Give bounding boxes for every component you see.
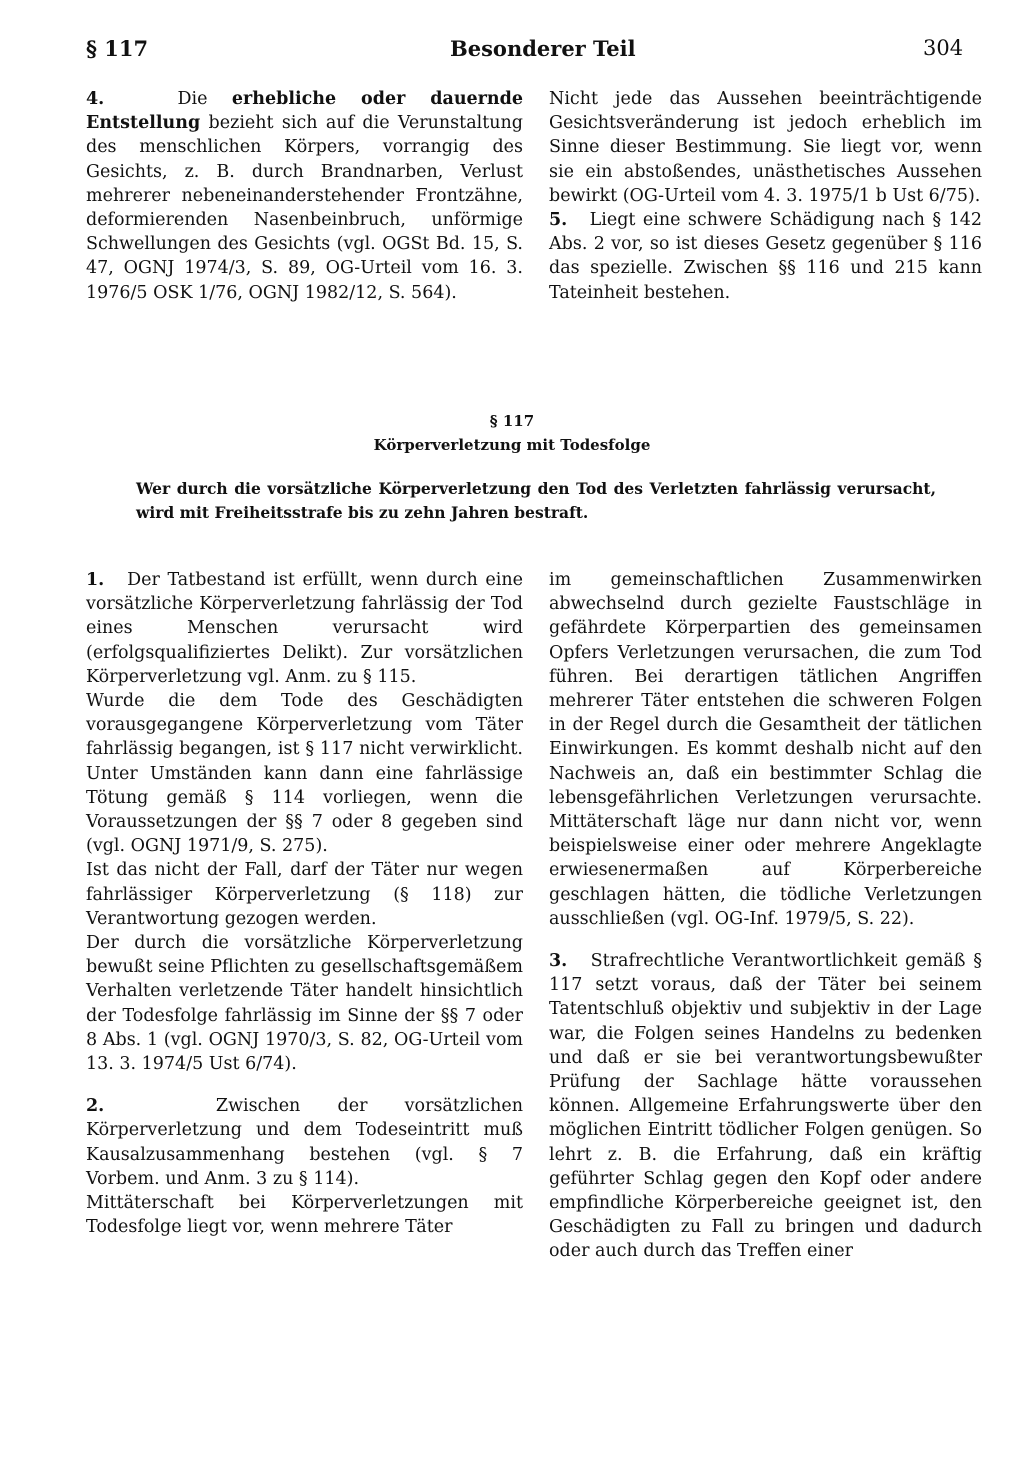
top-left-column <box>86 87 523 305</box>
section-number: § 117 <box>489 412 535 430</box>
annotation-4-continued: Nicht jede das Aussehen beeinträchtigende Gesichtsveränderung ist jedoch erheblich im Sinne dieser Bestimmung. Sie liegt vor, wenn sie ein abstoßendes, unästhetisches Aussehen bewirkt (OG-Urteil vom 4. 3. 1975/1 b Ust 6/75). <box>549 89 982 206</box>
annotation-text: Der Tatbestand ist erfüllt, wenn durch eine vorsätzliche Körperverletzung fahrlässig der Tod eines Menschen verursacht wird (erfolgsqualifiziertes Delikt). Zur vorsätzlichen Körperverletzung vgl. Anm. zu § 115. <box>86 570 523 687</box>
annotation-number: 5. <box>549 210 568 231</box>
top-right-column <box>549 87 982 305</box>
bottom-left-column <box>86 568 523 1239</box>
annotation-text: Die <box>177 89 232 109</box>
annotation-text: Zwischen der vorsätzlichen Körperverletzung und dem Todeseintritt muß Kausalzusammenhang bestehen (vgl. § 7 Vorbem. und Anm. 3 zu § 114). <box>86 1096 523 1189</box>
emphasized-term: erhebliche oder dauernde Entstellung <box>86 89 523 134</box>
paragraph: Mittäterschaft bei Körperverletzungen mit Todesfolge liegt vor, wenn mehrere Täter <box>86 1193 523 1238</box>
annotation-number: 4. <box>86 89 105 109</box>
annotation-2 <box>86 1094 523 1191</box>
annotation-number: 1. <box>86 570 105 590</box>
annotation-5 <box>549 208 982 305</box>
running-header-section: § 117 <box>86 36 149 61</box>
annotation-number: 3. <box>549 951 568 972</box>
annotation-text: Liegt eine schwere Schädigung nach § 142 Abs. 2 vor, so ist dieses Gesetz gegenüber § 116 das spezielle. Zwischen §§ 116 und 215 kann Tateinheit bestehen. <box>549 210 982 303</box>
bottom-right-column <box>549 568 982 1264</box>
annotation-3 <box>549 949 982 1264</box>
statute-text: Wer durch die vorsätzliche Körperverletzung den Tod des Verletzten fahrlässig verursacht, wird mit Freiheitsstrafe bis zu zehn Jahren bestraft. <box>136 479 936 522</box>
paragraph: Ist das nicht der Fall, darf der Täter nur wegen fahrlässiger Körperverletzung (§ 118) zur Verantwortung gezogen werden. <box>86 860 523 929</box>
section-title: Körperverletzung mit Todesfolge <box>373 436 651 454</box>
annotation-text: bezieht sich auf die Verunstaltung des menschlichen Körpers, vorrangig des Gesichts, z. B. durch Brandnarben, Verlust mehrerer nebeneinanderstehender Frontzähne, deformierenden Nasenbeinbruch, unförmige Schwellungen des Gesichts (vgl. OGSt Bd. 15, S. 47, OGNJ 1974/3, S. 89, OG-Urteil vom 16. 3. 1976/5 OSK 1/76, OGNJ 1982/12, S. 564). <box>86 113 523 303</box>
page-number: 304 <box>923 36 964 60</box>
paragraph: Wurde die dem Tode des Geschädigten vorausgegangene Körperverletzung vom Täter fahrlässig begangen, ist § 117 nicht verwirklicht. Unter Umständen kann dann eine fahrlässige Tötung gemäß § 114 vorliegen, wenn die Voraussetzungen der §§ 7 oder 8 gegeben sind (vgl. OGNJ 1971/9, S. 275). <box>86 691 523 857</box>
paragraph: Der durch die vorsätzliche Körperverletzung bewußt seine Pflichten zu gesellschaftsgemäßem Verhalten verletzende Täter handelt hinsichtlich der Todesfolge fahrlässig im Sinne der §§ 7 oder 8 Abs. 1 (vgl. OGNJ 1970/3, S. 82, OG-Urteil vom 13. 3. 1974/5 Ust 6/74). <box>86 933 523 1075</box>
spacer <box>86 1076 523 1094</box>
annotation-1 <box>86 568 523 689</box>
annotation-number: 2. <box>86 1096 105 1117</box>
annotation-2-continued: im gemeinschaftlichen Zusammenwirken abwechselnd durch gezielte Faustschläge in gefährdete Körperpartien des gemeinsamen Opfers Verletzungen verursachen, die zum Tod führen. Bei derartigen tätlichen Angriffen mehrerer Täter entstehen die schweren Folgen in der Regel durch die Gesamtheit der tätlichen Einwirkungen. Es kommt deshalb nicht auf den Nachweis an, daß ein bestimmter Schlag die lebensgefährlichen Verletzungen verursachte. Mittäterschaft läge nur dann nicht vor, wenn beispielsweise einer oder mehrere Angeklagte erwiesenermaßen auf Körperbereiche geschlagen hätten, die tödliche Verletzungen ausschließen (vgl. OG-Inf. 1979/5, S. 22). <box>549 570 982 929</box>
annotation-4 <box>86 87 523 305</box>
running-header-title: Besonderer Teil <box>450 36 636 61</box>
annotation-text: Strafrechtliche Verantwortlichkeit gemäß § 117 setzt voraus, daß der Täter bei seinem Tatentschluß objektiv und subjektiv in der Lage war, die Folgen seines Handelns zu bedenken und daß er sie bei verantwortungsbewußter Prüfung der Sachlage hätte voraussehen können. Allgemeine Erfahrungswerte über den möglichen Eintritt tödlicher Folgen genügen. So lehrt z. B. die Erfahrung, daß ein kräftig geführter Schlag gegen den Kopf oder andere empfindliche Körperbereiche geeignet ist, den Geschädigten zu Fall zu bringen und dadurch oder auch durch das Treffen einer <box>549 951 982 1262</box>
spacer <box>549 931 982 949</box>
